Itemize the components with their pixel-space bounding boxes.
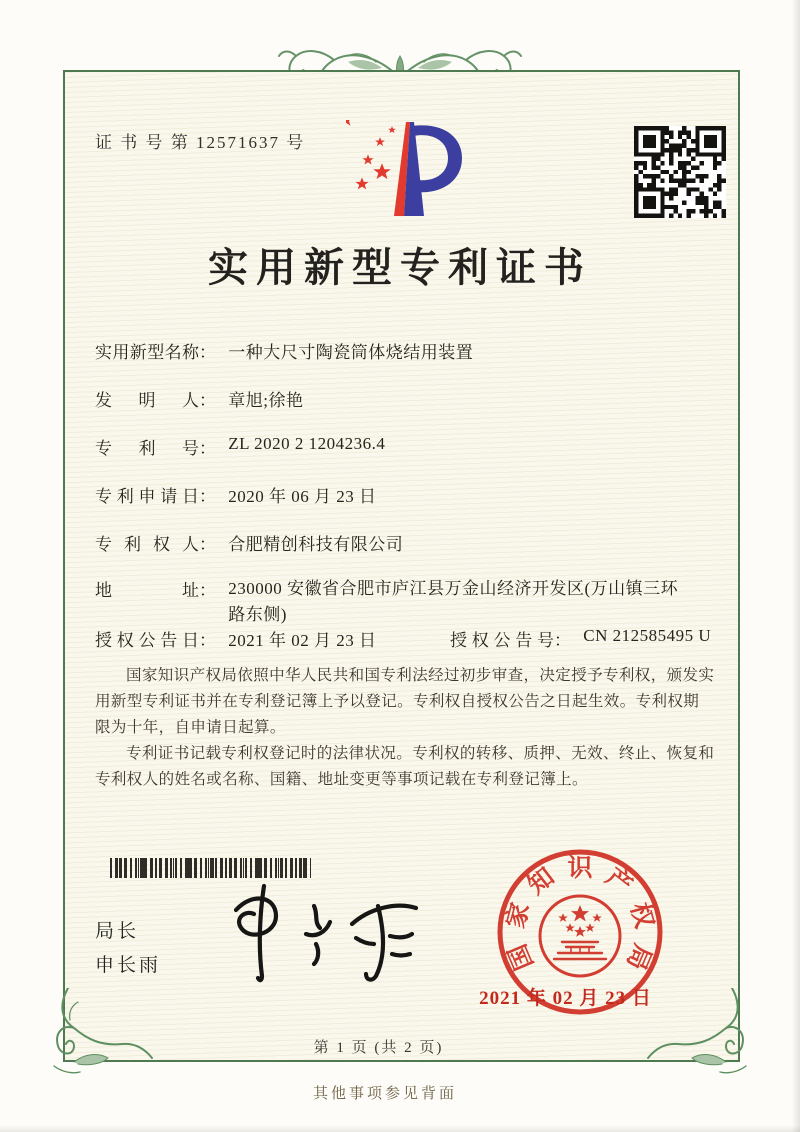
inventor-names: 章旭;徐艳	[228, 391, 304, 410]
svg-text:权: 权	[625, 899, 660, 932]
field-row-patent-number: 专利号： ZL 2020 2 1204236.4	[95, 434, 386, 458]
legal-paragraph-2: 专利证书记载专利权登记时的法律状况。专利权的转移、质押、无效、终止、恢复和专利权人的姓名或名称、国籍、地址变更等事项记载在专利登记簿上。	[95, 744, 715, 788]
page-number-info: 第 1 页 (共 2 页)	[313, 1040, 444, 1056]
svg-text:国: 国	[502, 940, 539, 975]
logo-p-mark	[394, 122, 462, 216]
field-row-name: 实用新型名称： 一种大尺寸陶瓷筒体烧结用装置	[95, 338, 473, 363]
certificate-title: 实用新型专利证书	[208, 245, 592, 290]
field-label: 专利号	[95, 439, 199, 458]
field-label: 地址	[95, 581, 199, 600]
filing-date: 2020 年 06 月 23 日	[228, 487, 377, 506]
field-row-patentee: 专利权人： 合肥精创科技有限公司	[95, 530, 403, 555]
grant-number-pair: 授权公告号： CN 212585495 U	[450, 626, 712, 650]
grant-date: 2021 年 02 月 23 日	[228, 631, 377, 650]
field-label: 专利权人	[95, 535, 199, 554]
director-signature	[218, 872, 430, 990]
director-name: 申长雨	[95, 955, 162, 976]
back-side-note: 其他事项参见背面	[312, 1084, 457, 1102]
field-row-filing-date: 专利申请日： 2020 年 06 月 23 日	[95, 482, 377, 507]
director-title: 局长	[95, 921, 140, 942]
svg-text:家: 家	[500, 899, 535, 932]
patentee-address: 230000 安徽省合肥市庐江县万金山经济开发区(万山镇三环路东侧)	[228, 579, 679, 624]
field-label: 专利申请日	[95, 487, 199, 506]
legal-statement	[95, 662, 715, 792]
seal-national-emblem	[540, 896, 620, 976]
field-row-inventor: 发明人： 章旭;徐艳	[95, 386, 303, 411]
qr-code	[633, 126, 727, 218]
field-label: 实用新型名称	[95, 343, 199, 362]
svg-text:识: 识	[567, 853, 593, 882]
seal-date: 2021 年 02 月 23 日	[479, 988, 652, 1009]
field-row-grant: 授权公告日： 2021 年 02 月 23 日 授权公告号： CN 212585495 U	[95, 626, 712, 650]
patent-number: ZL 2020 2 1204236.4	[228, 434, 386, 453]
field-label: 发明人	[95, 391, 199, 410]
patentee-name: 合肥精创科技有限公司	[228, 535, 404, 554]
svg-text:产: 产	[600, 861, 639, 900]
field-label: 授权公告号	[450, 631, 554, 650]
legal-paragraph-1: 国家知识产权局依照中华人民共和国专利法经过初步审查，决定授予专利权，颁发实用新型专利证书并在专利登记簿上予以登记。专利权自授权公告之日起生效。专利权期限为十年，自申请日起算。	[95, 666, 715, 736]
logo-stars	[346, 120, 396, 189]
svg-text:局: 局	[621, 940, 658, 975]
certificate-number: 证 书 号 第 12571637 号	[95, 133, 306, 152]
cnipa-logo	[346, 120, 470, 218]
utility-model-name: 一种大尺寸陶瓷筒体烧结用装置	[228, 343, 474, 362]
svg-text:知: 知	[521, 861, 560, 900]
field-row-address: 地址： 230000 安徽省合肥市庐江县万金山经济开发区(万山镇三环路东侧)	[95, 576, 680, 628]
field-label: 授权公告日	[95, 631, 199, 650]
seal-gate-motif	[554, 942, 606, 959]
grant-number: CN 212585495 U	[583, 626, 712, 645]
